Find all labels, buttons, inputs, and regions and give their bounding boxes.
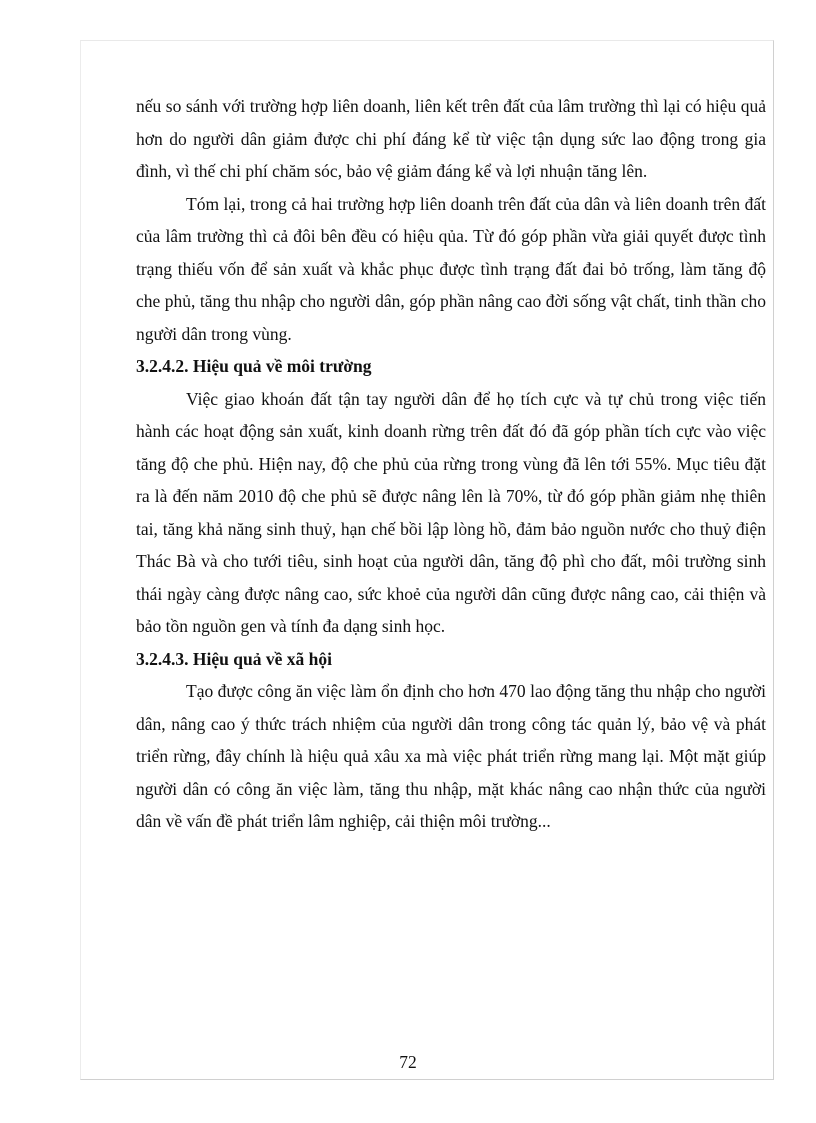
- paragraph-environment: Việc giao khoán đất tận tay người dân để họ tích cực và tự chủ trong việc tiến hành các hoạt động sản xuất, kinh doanh rừng trên đất đó đã góp phần tích cực vào việc tăng độ che phủ. Hiện nay, độ che phủ của rừng trong vùng đã lên tới 55%. Mục tiêu đặt ra là đến năm 2010 độ che phủ sẽ được nâng lên là 70%, từ đó góp phần giảm nhẹ thiên tai, tăng khả năng sinh thuỷ, hạn chế bồi lập lòng hồ, đảm bảo nguồn nước cho thuỷ điện Thác Bà và cho tưới tiêu, sinh hoạt của người dân, tăng độ phì cho đất, môi trường sinh thái ngày càng được nâng cao, sức khoẻ của người dân cũng được nâng cao, cải thiện và bảo tồn nguồn gen và tính đa dạng sinh học.: [136, 388, 766, 636]
- body-text: [136, 90, 766, 838]
- section-heading-social: 3.2.4.3. Hiệu quả về xã hội: [136, 648, 332, 669]
- paragraph-continuation: nếu so sánh với trường hợp liên doanh, liên kết trên đất của lâm trường thì lại có hiệu quả hơn do người dân giảm được chi phí đáng kể từ việc tận dụng sức lao động trong gia đình, vì thế chi phí chăm sóc, bảo vệ giảm đáng kể và lợi nhuận tăng lên.: [136, 96, 766, 181]
- section-heading-environment: 3.2.4.2. Hiệu quả về môi trường: [136, 356, 372, 376]
- paragraph-summary: Tóm lại, trong cả hai trường hợp liên doanh trên đất của dân và liên doanh trên đất của lâm trường thì cả đôi bên đều có hiệu qủa. Từ đó góp phần vừa giải quyết được tình trạng thiếu vốn để sản xuất và khắc phục được tình trạng đất đai bỏ trống, làm tăng độ che phủ, tăng thu nhập cho người dân, góp phần nâng cao đời sống vật chất, tinh thần cho người dân trong vùng.: [136, 193, 766, 344]
- paragraph-social: Tạo được công ăn việc làm ổn định cho hơn 470 lao động tăng thu nhập cho người dân, nâng cao ý thức trách nhiệm của người dân trong công tác quản lý, bảo vệ và phát triển rừng, đây chính là hiệu quả xâu xa mà việc phát triển rừng mang lại. Một mặt giúp người dân có công ăn việc làm, tăng thu nhập, mặt khác nâng cao nhận thức của người dân về vấn đề phát triển lâm nghiệp, cải thiện môi trường...: [136, 681, 766, 831]
- page-number: 72: [399, 1052, 417, 1072]
